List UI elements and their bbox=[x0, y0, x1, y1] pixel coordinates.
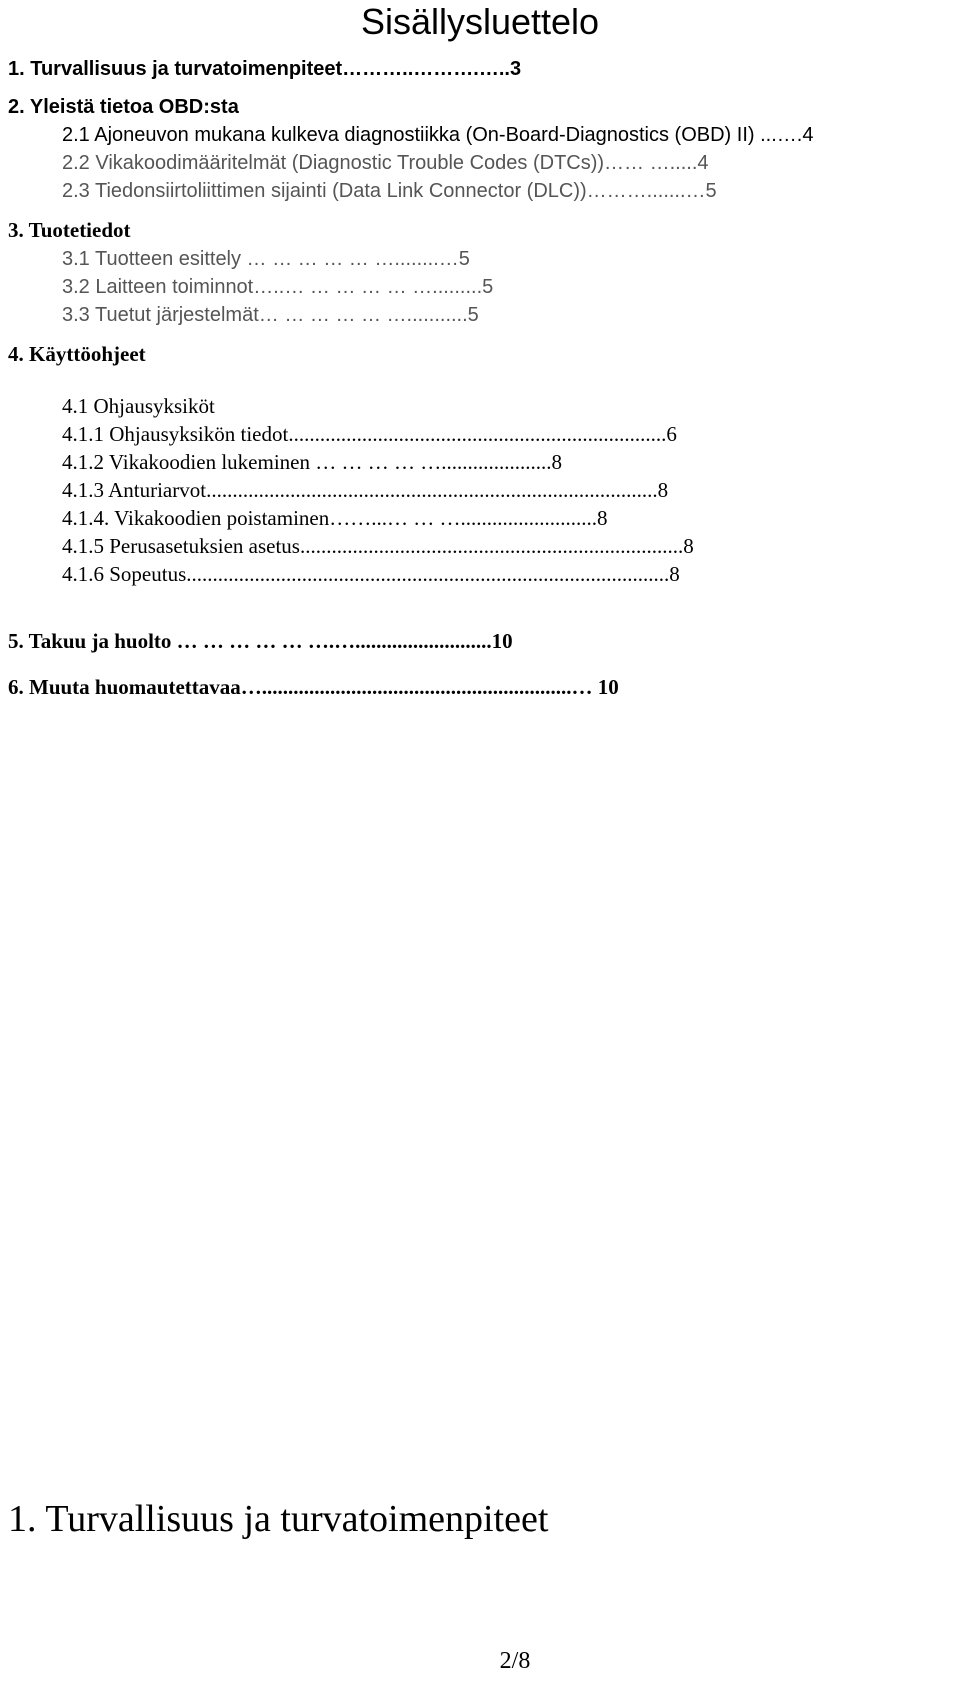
toc-entry-3-3: 3.3 Tuetut järjestelmät… … … … … …...........5 bbox=[62, 304, 479, 326]
toc-entry-4-1-5: 4.1.5 Perusasetuksien asetus.........................................................................8 bbox=[62, 534, 694, 558]
toc-entry-4: 4. Käyttöohjeet bbox=[8, 342, 146, 366]
toc-entry-4-1-2: 4.1.2 Vikakoodien lukeminen … … … … ….....................8 bbox=[62, 450, 562, 474]
toc-entry-3: 3. Tuotetiedot bbox=[8, 218, 131, 242]
toc-entry-4-1: 4.1 Ohjausyksiköt bbox=[62, 394, 215, 418]
toc-entry-4-1-3: 4.1.3 Anturiarvot......................................................................................8 bbox=[62, 478, 669, 502]
toc-entry-4-1-4: 4.1.4. Vikakoodien poistaminen……...… … …..........................8 bbox=[62, 506, 608, 530]
toc-entry-4-1-6: 4.1.6 Sopeutus............................................................................................8 bbox=[62, 562, 680, 586]
toc-entry-1: 1. Turvallisuus ja turvatoimenpiteet………..……….…..3 bbox=[8, 58, 522, 80]
toc-entry-2-2: 2.2 Vikakoodimääritelmät (Diagnostic Trouble Codes (DTCs))…… ….....4 bbox=[62, 152, 709, 174]
page-number: 2/8 bbox=[499, 1648, 531, 1674]
toc-entry-6: 6. Muuta huomautettavaa…...........................................................… 10 bbox=[8, 675, 619, 699]
section-heading: 1. Turvallisuus ja turvatoimenpiteet bbox=[8, 1498, 549, 1540]
toc-entry-2: 2. Yleistä tietoa OBD:sta bbox=[8, 96, 239, 118]
toc-entry-4-1-1: 4.1.1 Ohjausyksikön tiedot........................................................................6 bbox=[62, 422, 677, 446]
toc-entry-2-1: 2.1 Ajoneuvon mukana kulkeva diagnostiikka (On-Board-Diagnostics (OBD) II) ...….4 bbox=[62, 124, 814, 146]
toc-entry-5: 5. Takuu ja huolto … … … … … ….…..........................10 bbox=[8, 629, 513, 653]
toc-entry-3-1: 3.1 Tuotteen esittely … … … … … …........…5 bbox=[62, 248, 470, 270]
page-title: Sisällysluettelo bbox=[360, 1, 600, 42]
toc-entry-2-3: 2.3 Tiedonsiirtoliittimen sijainti (Data Link Connector (DLC))……….......…5 bbox=[62, 180, 717, 202]
toc-entry-3-2: 3.2 Laitteen toiminnot…..… … … … … ….........5 bbox=[62, 276, 494, 298]
